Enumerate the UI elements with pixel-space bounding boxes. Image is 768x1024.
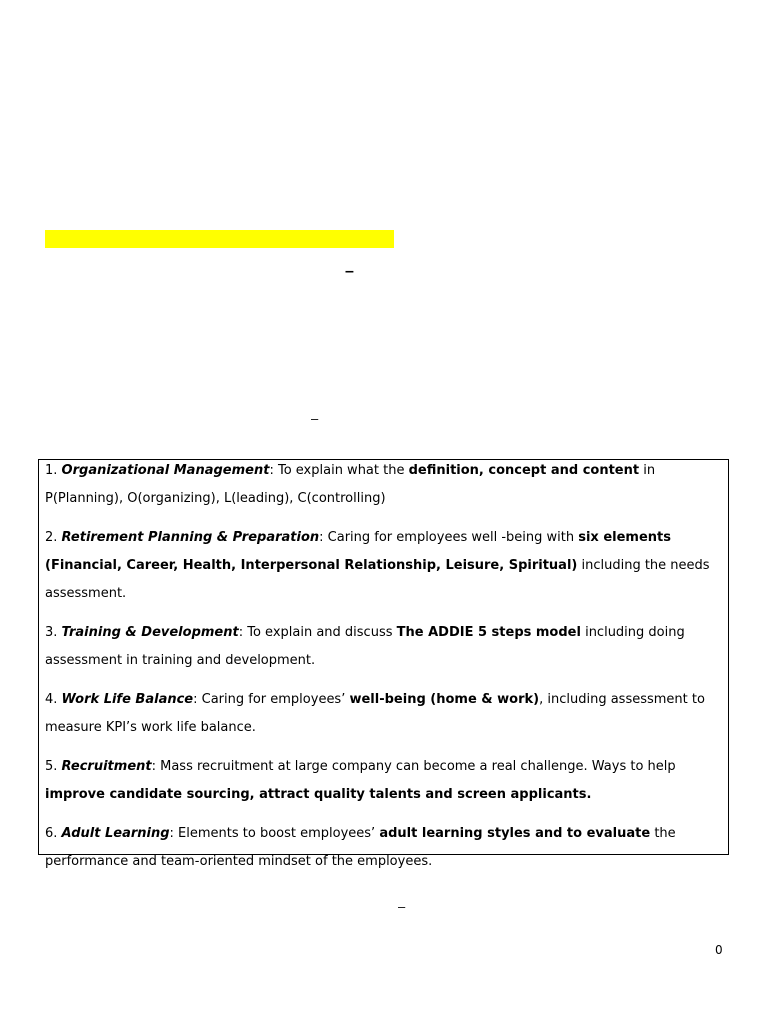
module-item [45, 686, 720, 742]
module-key-phrase: The ADDIE 5 steps model [396, 625, 581, 640]
module-number: 4. [45, 692, 62, 707]
module-text: including doing assessment in training and development. [45, 625, 685, 668]
module-title: Organizational Management [61, 463, 270, 478]
module-key-phrase: well-being (home & work) [349, 692, 540, 707]
course-modules-box [38, 459, 729, 869]
module-key-phrase: adult learning styles and to evaluate [379, 826, 651, 841]
page-number: 0 [715, 943, 723, 957]
module-item [45, 753, 720, 809]
module-number: 1. [45, 463, 62, 478]
module-number: 3. [45, 625, 62, 640]
module-key-phrase: six elements (Financial, Career, Health, Interpersonal Relationship, Leisure, Spiritual) [45, 530, 671, 573]
module-text: in P(Planning), O(organizing), L(leading), C(controlling) [45, 463, 656, 506]
module-key-phrase: definition, concept and content [408, 463, 640, 478]
module-item [45, 457, 720, 513]
module-text: : Caring for employees’ [193, 692, 350, 707]
module-number: 5. [45, 759, 62, 774]
module-title: Retirement Planning & Preparation [61, 530, 320, 545]
module-text: including the needs assessment. [45, 558, 710, 601]
module-number: 6. [45, 826, 62, 841]
highlight-bar [45, 230, 394, 248]
dash-separator-top: – [345, 263, 354, 280]
module-title: Adult Learning [61, 826, 170, 841]
module-item [45, 524, 720, 608]
dash-separator-middle: – [311, 411, 319, 426]
module-text: : To explain and discuss [238, 625, 397, 640]
module-text: : Elements to boost employees’ [169, 826, 380, 841]
module-title: Recruitment [61, 759, 152, 774]
module-item [45, 820, 720, 876]
module-title: Work Life Balance [61, 692, 194, 707]
module-text: : To explain what the [269, 463, 409, 478]
module-text: : Mass recruitment at large company can become a real challenge. Ways to help [151, 759, 676, 774]
module-text: the performance and team-oriented mindset of the employees. [45, 826, 676, 869]
module-key-phrase: improve candidate sourcing, attract quality talents and screen applicants. [45, 787, 592, 802]
module-text: , including assessment to measure KPI’s work life balance. [45, 692, 705, 735]
module-item [45, 619, 720, 675]
dash-separator-bottom: – [398, 899, 406, 914]
module-number: 2. [45, 530, 62, 545]
module-title: Training & Development [61, 625, 239, 640]
module-text: : Caring for employees well -being with [319, 530, 579, 545]
